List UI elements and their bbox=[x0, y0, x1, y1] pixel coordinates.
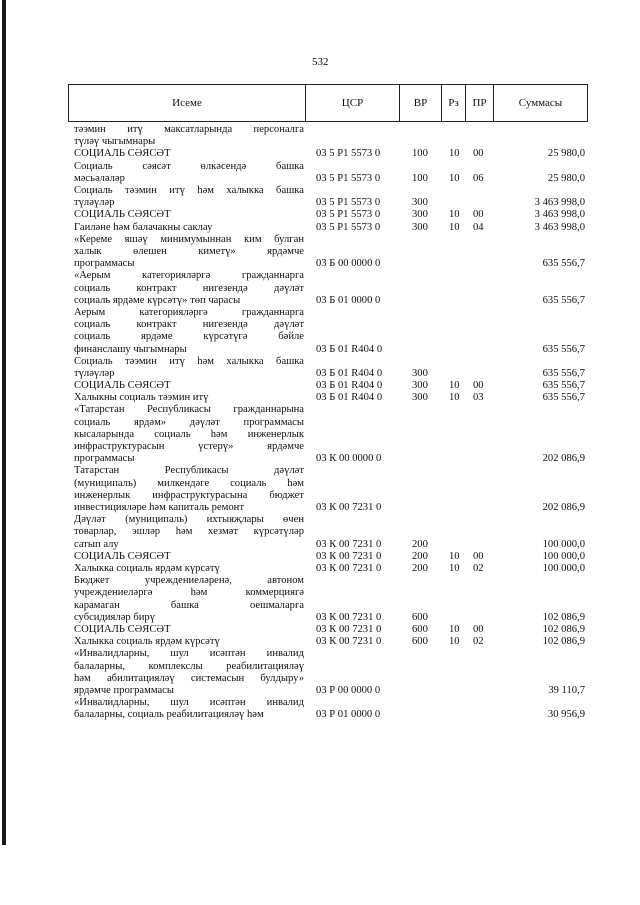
row-sum: 3 463 998,0 bbox=[534, 209, 585, 221]
row-name bbox=[74, 514, 304, 551]
table-row bbox=[0, 185, 640, 209]
row-sum: 100 000,0 bbox=[542, 563, 585, 575]
row-sum: 100 000,0 bbox=[542, 538, 585, 550]
table-row bbox=[0, 161, 640, 185]
page-number: 532 bbox=[312, 56, 329, 68]
row-name bbox=[74, 307, 304, 356]
row-csr: 03 Б 01 R404 0 bbox=[316, 392, 383, 404]
row-csr: 03 К 00 7231 0 bbox=[316, 611, 382, 623]
row-pr: 02 bbox=[473, 636, 484, 648]
row-rz: 10 bbox=[449, 172, 460, 184]
row-vr: 300 bbox=[412, 380, 428, 392]
row-name-line: балаларны, комплекслы реабилитацияләү bbox=[74, 660, 304, 672]
row-name bbox=[74, 124, 304, 148]
row-csr: 03 5 P1 5573 0 bbox=[316, 148, 381, 160]
header-sum: Суммасы bbox=[494, 84, 588, 122]
row-name bbox=[74, 185, 304, 209]
row-name-line: субсидияләр бирү bbox=[74, 611, 155, 623]
row-name bbox=[74, 161, 304, 185]
row-sum: 3 463 998,0 bbox=[534, 221, 585, 233]
row-pr: 06 bbox=[473, 172, 484, 184]
row-name-line: тәэмин итү максатларында персоналга bbox=[74, 124, 304, 135]
row-name-line: Гаиләне һәм балачакны саклау bbox=[74, 221, 213, 233]
table-row bbox=[0, 563, 640, 575]
row-name-line: Социаль тәэмин итү һәм халыкка башка bbox=[74, 184, 304, 196]
row-rz: 10 bbox=[449, 221, 460, 233]
row-csr: 03 5 P1 5573 0 bbox=[316, 172, 381, 184]
row-name-line: СОЦИАЛЬ СӘЯСӘТ bbox=[74, 624, 171, 636]
row-pr: 04 bbox=[473, 221, 484, 233]
row-name-line: халык өлешен киметү» ярдәмче bbox=[74, 245, 304, 257]
row-pr: 00 bbox=[473, 380, 484, 392]
row-vr: 300 bbox=[412, 197, 428, 209]
table-row bbox=[0, 648, 640, 697]
header-pr: ПР bbox=[466, 84, 494, 122]
table-row bbox=[0, 270, 640, 307]
table-row bbox=[0, 380, 640, 392]
row-name bbox=[74, 636, 304, 648]
row-sum: 25 980,0 bbox=[547, 172, 585, 184]
row-vr: 100 bbox=[412, 172, 428, 184]
row-name-line: түләүләр bbox=[74, 197, 115, 209]
row-name-line: учреждениеләргә һәм коммерциягә bbox=[74, 587, 304, 599]
row-name bbox=[74, 234, 304, 271]
row-rz: 10 bbox=[449, 392, 460, 404]
row-csr: 03 Б 01 R404 0 bbox=[316, 367, 383, 379]
row-name-line: ярдәмче программасы bbox=[74, 685, 174, 697]
row-name bbox=[74, 648, 304, 697]
row-name bbox=[74, 575, 304, 624]
row-name-line: Татарстан Республикасы дәүләт bbox=[74, 465, 304, 477]
row-name-line: карамаган башка оешмаларга bbox=[74, 599, 304, 611]
row-vr: 100 bbox=[412, 148, 428, 160]
row-rz: 10 bbox=[449, 380, 460, 392]
table-row bbox=[0, 697, 640, 721]
row-name-line: Социаль тәэмин итү һәм халыкка башка bbox=[74, 355, 304, 367]
row-name-line: инженерлык инфраструктурасына бюджет bbox=[74, 489, 304, 501]
row-name-line: түләүләр bbox=[74, 367, 115, 379]
row-name-line: СОЦИАЛЬ СӘЯСӘТ bbox=[74, 380, 171, 392]
row-name-line: Дәүләт (муниципаль) ихтыяҗлары өчен bbox=[74, 514, 304, 526]
header-vr: ВР bbox=[400, 84, 442, 122]
row-sum: 102 086,9 bbox=[542, 624, 585, 636]
row-name-line: социаль ярдәме күрсәтүгә бәйле bbox=[74, 331, 304, 343]
row-vr: 200 bbox=[412, 538, 428, 550]
row-name-line: Социаль сәясәт өлкәсендә башка bbox=[74, 160, 304, 172]
row-csr: 03 К 00 7231 0 bbox=[316, 538, 382, 550]
row-sum: 102 086,9 bbox=[542, 611, 585, 623]
table-row bbox=[0, 356, 640, 380]
row-sum: 3 463 998,0 bbox=[534, 197, 585, 209]
header-csr: ЦСР bbox=[306, 84, 400, 122]
row-name-line: Халыкка социаль ярдәм күрсәтү bbox=[74, 563, 220, 575]
row-name-line: инвестицияләре һәм капиталь ремонт bbox=[74, 502, 244, 514]
row-name-line: социаль контракт нигезендә дәүләт bbox=[74, 282, 304, 294]
row-vr: 600 bbox=[412, 624, 428, 636]
row-name bbox=[74, 222, 304, 234]
row-sum: 100 000,0 bbox=[542, 550, 585, 562]
row-sum: 102 086,9 bbox=[542, 636, 585, 648]
row-vr: 300 bbox=[412, 392, 428, 404]
row-csr: 03 5 P1 5573 0 bbox=[316, 221, 381, 233]
table-row bbox=[0, 404, 640, 465]
row-sum: 39 110,7 bbox=[548, 685, 585, 697]
row-name-line: кысаларында социаль һәм инженерлык bbox=[74, 428, 304, 440]
table-row bbox=[0, 465, 640, 514]
row-name-line: «Татарстан Республикасы гражданнарына bbox=[74, 404, 304, 416]
row-name-line: (муниципаль) милкендәге социаль һәм bbox=[74, 477, 304, 489]
row-sum: 25 980,0 bbox=[547, 148, 585, 160]
row-rz: 10 bbox=[449, 636, 460, 648]
row-rz: 10 bbox=[449, 209, 460, 221]
row-name-line: инфраструктурасын үстерү» ярдәмче bbox=[74, 441, 304, 453]
table-row bbox=[0, 392, 640, 404]
row-csr: 03 К 00 7231 0 bbox=[316, 550, 382, 562]
row-name-line: программасы bbox=[74, 258, 135, 270]
row-name-line: программасы bbox=[74, 453, 135, 465]
row-sum: 30 956,9 bbox=[547, 709, 585, 721]
row-csr: 03 5 P1 5573 0 bbox=[316, 197, 381, 209]
table-row bbox=[0, 209, 640, 221]
row-rz: 10 bbox=[449, 550, 460, 562]
row-name-line: сатып алу bbox=[74, 538, 119, 550]
row-name-line: Бюджет учреждениеләренә, автоном bbox=[74, 575, 304, 587]
row-name-line: «Кереме яшәү минимумыннан ким булган bbox=[74, 233, 304, 245]
row-csr: 03 Р 00 0000 0 bbox=[316, 685, 381, 697]
row-name bbox=[74, 624, 304, 636]
row-name-line: «Инвалидларны, шул исәптән инвалид bbox=[74, 697, 304, 709]
row-name-line: «Инвалидларны, шул исәптән инвалид bbox=[74, 648, 304, 660]
table-row bbox=[0, 148, 640, 160]
row-name-line: Халыкны социаль тәэмин итү bbox=[74, 392, 209, 404]
row-vr: 300 bbox=[412, 367, 428, 379]
row-name-line: балаларны, социаль реабилитацияләү һәм bbox=[74, 709, 264, 721]
row-pr: 00 bbox=[473, 624, 484, 636]
table-row bbox=[0, 307, 640, 356]
row-name bbox=[74, 356, 304, 380]
row-rz: 10 bbox=[449, 563, 460, 575]
row-sum: 635 556,7 bbox=[542, 367, 585, 379]
row-name bbox=[74, 148, 304, 160]
row-pr: 00 bbox=[473, 550, 484, 562]
row-csr: 03 К 00 7231 0 bbox=[316, 636, 382, 648]
row-name-line: һәм абилитацияләү системасын булдыру» bbox=[74, 672, 304, 684]
row-vr: 300 bbox=[412, 221, 428, 233]
row-pr: 03 bbox=[473, 392, 484, 404]
table-row bbox=[0, 222, 640, 234]
row-vr: 300 bbox=[412, 209, 428, 221]
header-rz: Рз bbox=[442, 84, 466, 122]
row-name bbox=[74, 551, 304, 563]
table-row bbox=[0, 514, 640, 551]
row-vr: 600 bbox=[412, 611, 428, 623]
row-name bbox=[74, 404, 304, 465]
row-sum: 202 086,9 bbox=[542, 502, 585, 514]
row-name-line: социаль ярдәме күрсәтү» төп чарасы bbox=[74, 294, 241, 306]
row-csr: 03 Б 00 0000 0 bbox=[316, 258, 381, 270]
row-pr: 02 bbox=[473, 563, 484, 575]
row-vr: 200 bbox=[412, 563, 428, 575]
row-name-line: Аерым категорияләргә гражданнарга bbox=[74, 306, 304, 318]
row-pr: 00 bbox=[473, 209, 484, 221]
row-name-line: СОЦИАЛЬ СӘЯСӘТ bbox=[74, 550, 171, 562]
row-sum: 635 556,7 bbox=[542, 258, 585, 270]
header-name: Исеме bbox=[68, 84, 306, 122]
table-row bbox=[0, 234, 640, 271]
row-name-line: мәсьәләләр bbox=[74, 172, 125, 184]
row-csr: 03 К 00 7231 0 bbox=[316, 502, 382, 514]
row-csr: 03 Б 01 0000 0 bbox=[316, 294, 381, 306]
table-row bbox=[0, 551, 640, 563]
row-csr: 03 5 P1 5573 0 bbox=[316, 209, 381, 221]
row-csr: 03 К 00 7231 0 bbox=[316, 624, 382, 636]
row-csr: 03 Б 01 R404 0 bbox=[316, 380, 383, 392]
table-row bbox=[0, 124, 640, 148]
row-sum: 635 556,7 bbox=[542, 343, 585, 355]
row-csr: 03 Б 01 R404 0 bbox=[316, 343, 383, 355]
row-vr: 200 bbox=[412, 550, 428, 562]
row-sum: 635 556,7 bbox=[542, 392, 585, 404]
row-name bbox=[74, 392, 304, 404]
row-name bbox=[74, 697, 304, 721]
table-row bbox=[0, 575, 640, 624]
table-row bbox=[0, 636, 640, 648]
row-name bbox=[74, 270, 304, 307]
row-name-line: «Аерым категорияләргә гражданнарга bbox=[74, 270, 304, 282]
row-vr: 600 bbox=[412, 636, 428, 648]
row-name-line: түләү чыгымнары bbox=[74, 136, 156, 148]
row-name-line: СОЦИАЛЬ СӘЯСӘТ bbox=[74, 148, 171, 160]
row-csr: 03 К 00 7231 0 bbox=[316, 563, 382, 575]
row-name bbox=[74, 465, 304, 514]
row-sum: 635 556,7 bbox=[542, 380, 585, 392]
row-name-line: СОЦИАЛЬ СӘЯСӘТ bbox=[74, 209, 171, 221]
row-name-line: социаль ярдәм» дәүләт программасы bbox=[74, 416, 304, 428]
row-name bbox=[74, 209, 304, 221]
row-csr: 03 Р 01 0000 0 bbox=[316, 709, 381, 721]
row-name-line: Халыкка социаль ярдәм күрсәтү bbox=[74, 636, 220, 648]
row-name bbox=[74, 380, 304, 392]
row-sum: 202 086,9 bbox=[542, 453, 585, 465]
row-name-line: социаль контракт нигезендә дәүләт bbox=[74, 319, 304, 331]
row-name-line: финанслашу чыгымнары bbox=[74, 343, 187, 355]
row-name-line: товарлар, эшләр һәм хезмәт күрсәтүләр bbox=[74, 526, 304, 538]
row-name bbox=[74, 563, 304, 575]
row-sum: 635 556,7 bbox=[542, 294, 585, 306]
row-rz: 10 bbox=[449, 624, 460, 636]
table-row bbox=[0, 624, 640, 636]
row-pr: 00 bbox=[473, 148, 484, 160]
row-rz: 10 bbox=[449, 148, 460, 160]
budget-table-body bbox=[0, 124, 640, 722]
row-csr: 03 К 00 0000 0 bbox=[316, 453, 382, 465]
